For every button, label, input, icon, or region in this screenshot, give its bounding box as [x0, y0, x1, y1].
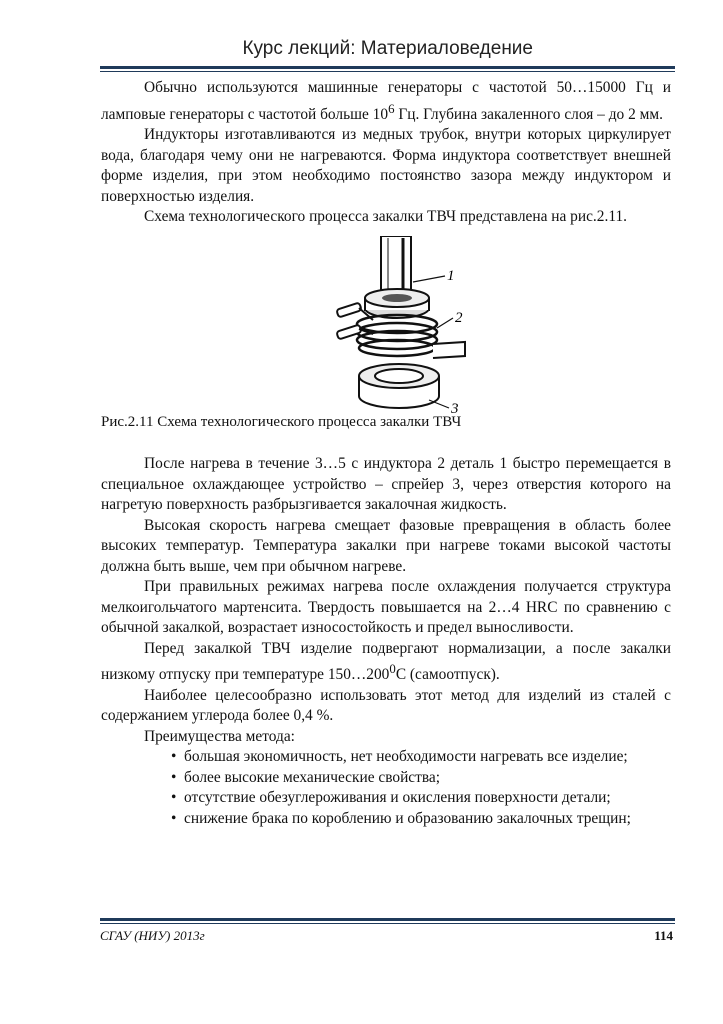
hf-hardening-diagram [333, 236, 483, 414]
list-item: • более высокие механические свойства; [101, 768, 671, 789]
footer-rule [100, 918, 675, 924]
bullet-icon: • [171, 789, 177, 807]
header-rule [100, 66, 675, 72]
footer-institution: СГАУ (НИУ) 2013г [100, 928, 205, 943]
figure-label-1: 1 [447, 267, 455, 284]
paragraph-structure: При правильных режимах нагрева после охлаждения получается структура мелкоигольчатого мартенсита. Твердость повышается на 2…4 HRC по сравнению с обычной закалкой, возрастает износостойкость и предел выносливости. [101, 578, 671, 637]
bullet-icon: • [171, 809, 177, 827]
list-item: • снижение брака по короблению и образованию закалочных трещин; [101, 809, 671, 830]
bullet-icon: • [171, 768, 177, 786]
page-header-title: Курс лекций: Материаловедение [242, 38, 533, 59]
bullet-icon: • [171, 748, 177, 766]
paragraph-normalization: Перед закалкой ТВЧ изделие подвергают нормализации, а после закалки низкому отпуску при температуре $150\dots 200^0С$ (самоотпуск). [101, 639, 671, 684]
list-item: • отсутствие обезуглероживания и окисления поверхности детали; [101, 788, 671, 809]
paragraph-scheme-ref: Схема технологического процесса закалки ТВЧ представлена на рис.2.11. [144, 208, 627, 226]
paragraph-applicability: Наиболее целесообразно использовать этот метод для изделий из сталей с содержанием углерода более 0,4 %. [101, 686, 671, 725]
figure-2-11 [101, 236, 671, 412]
paragraph-advantages-heading: Преимущества метода: [144, 727, 295, 745]
advantages-list [101, 747, 671, 829]
figure-caption: Рис.2.11 Схема технологического процесса закалки ТВЧ [101, 413, 462, 430]
paragraph-process: После нагрева в течение 3…5 с индуктора 2 деталь 1 быстро перемещается в специальное охлаждающее устройство – спрейер 3, через отверстия которого на нагретую поверхность разбрызгивается закалочная жидкость. [101, 455, 671, 514]
paragraph-inductors: Индукторы изготавливаются из медных трубок, внутри которых циркулирует вода, благодаря чему они не нагреваются. Форма индуктора соответствует внешней форме изделия, при этом необходимо постоянство зазора между индуктором и поверхностью изделия. [101, 126, 671, 205]
paragraph-generators: Обычно используются машинные генераторы с частотой 50…15000 Гц и ламповые генераторы с частотой больше $10^6$ Гц. Глубина закаленного слоя – до 2 мм. [101, 79, 671, 123]
figure-label-3: 3 [451, 400, 459, 414]
page-number: 114 [654, 928, 673, 943]
paragraph-heating-speed: Высокая скорость нагрева смещает фазовые превращения в область более высоких температур. Температура закалки при нагреве токами высокой частоты должна быть выше, чем при обычном нагреве. [101, 516, 671, 575]
figure-label-2: 2 [455, 309, 463, 326]
page-content [101, 78, 671, 829]
list-item: • большая экономичность, нет необходимости нагревать все изделие; [101, 747, 671, 768]
